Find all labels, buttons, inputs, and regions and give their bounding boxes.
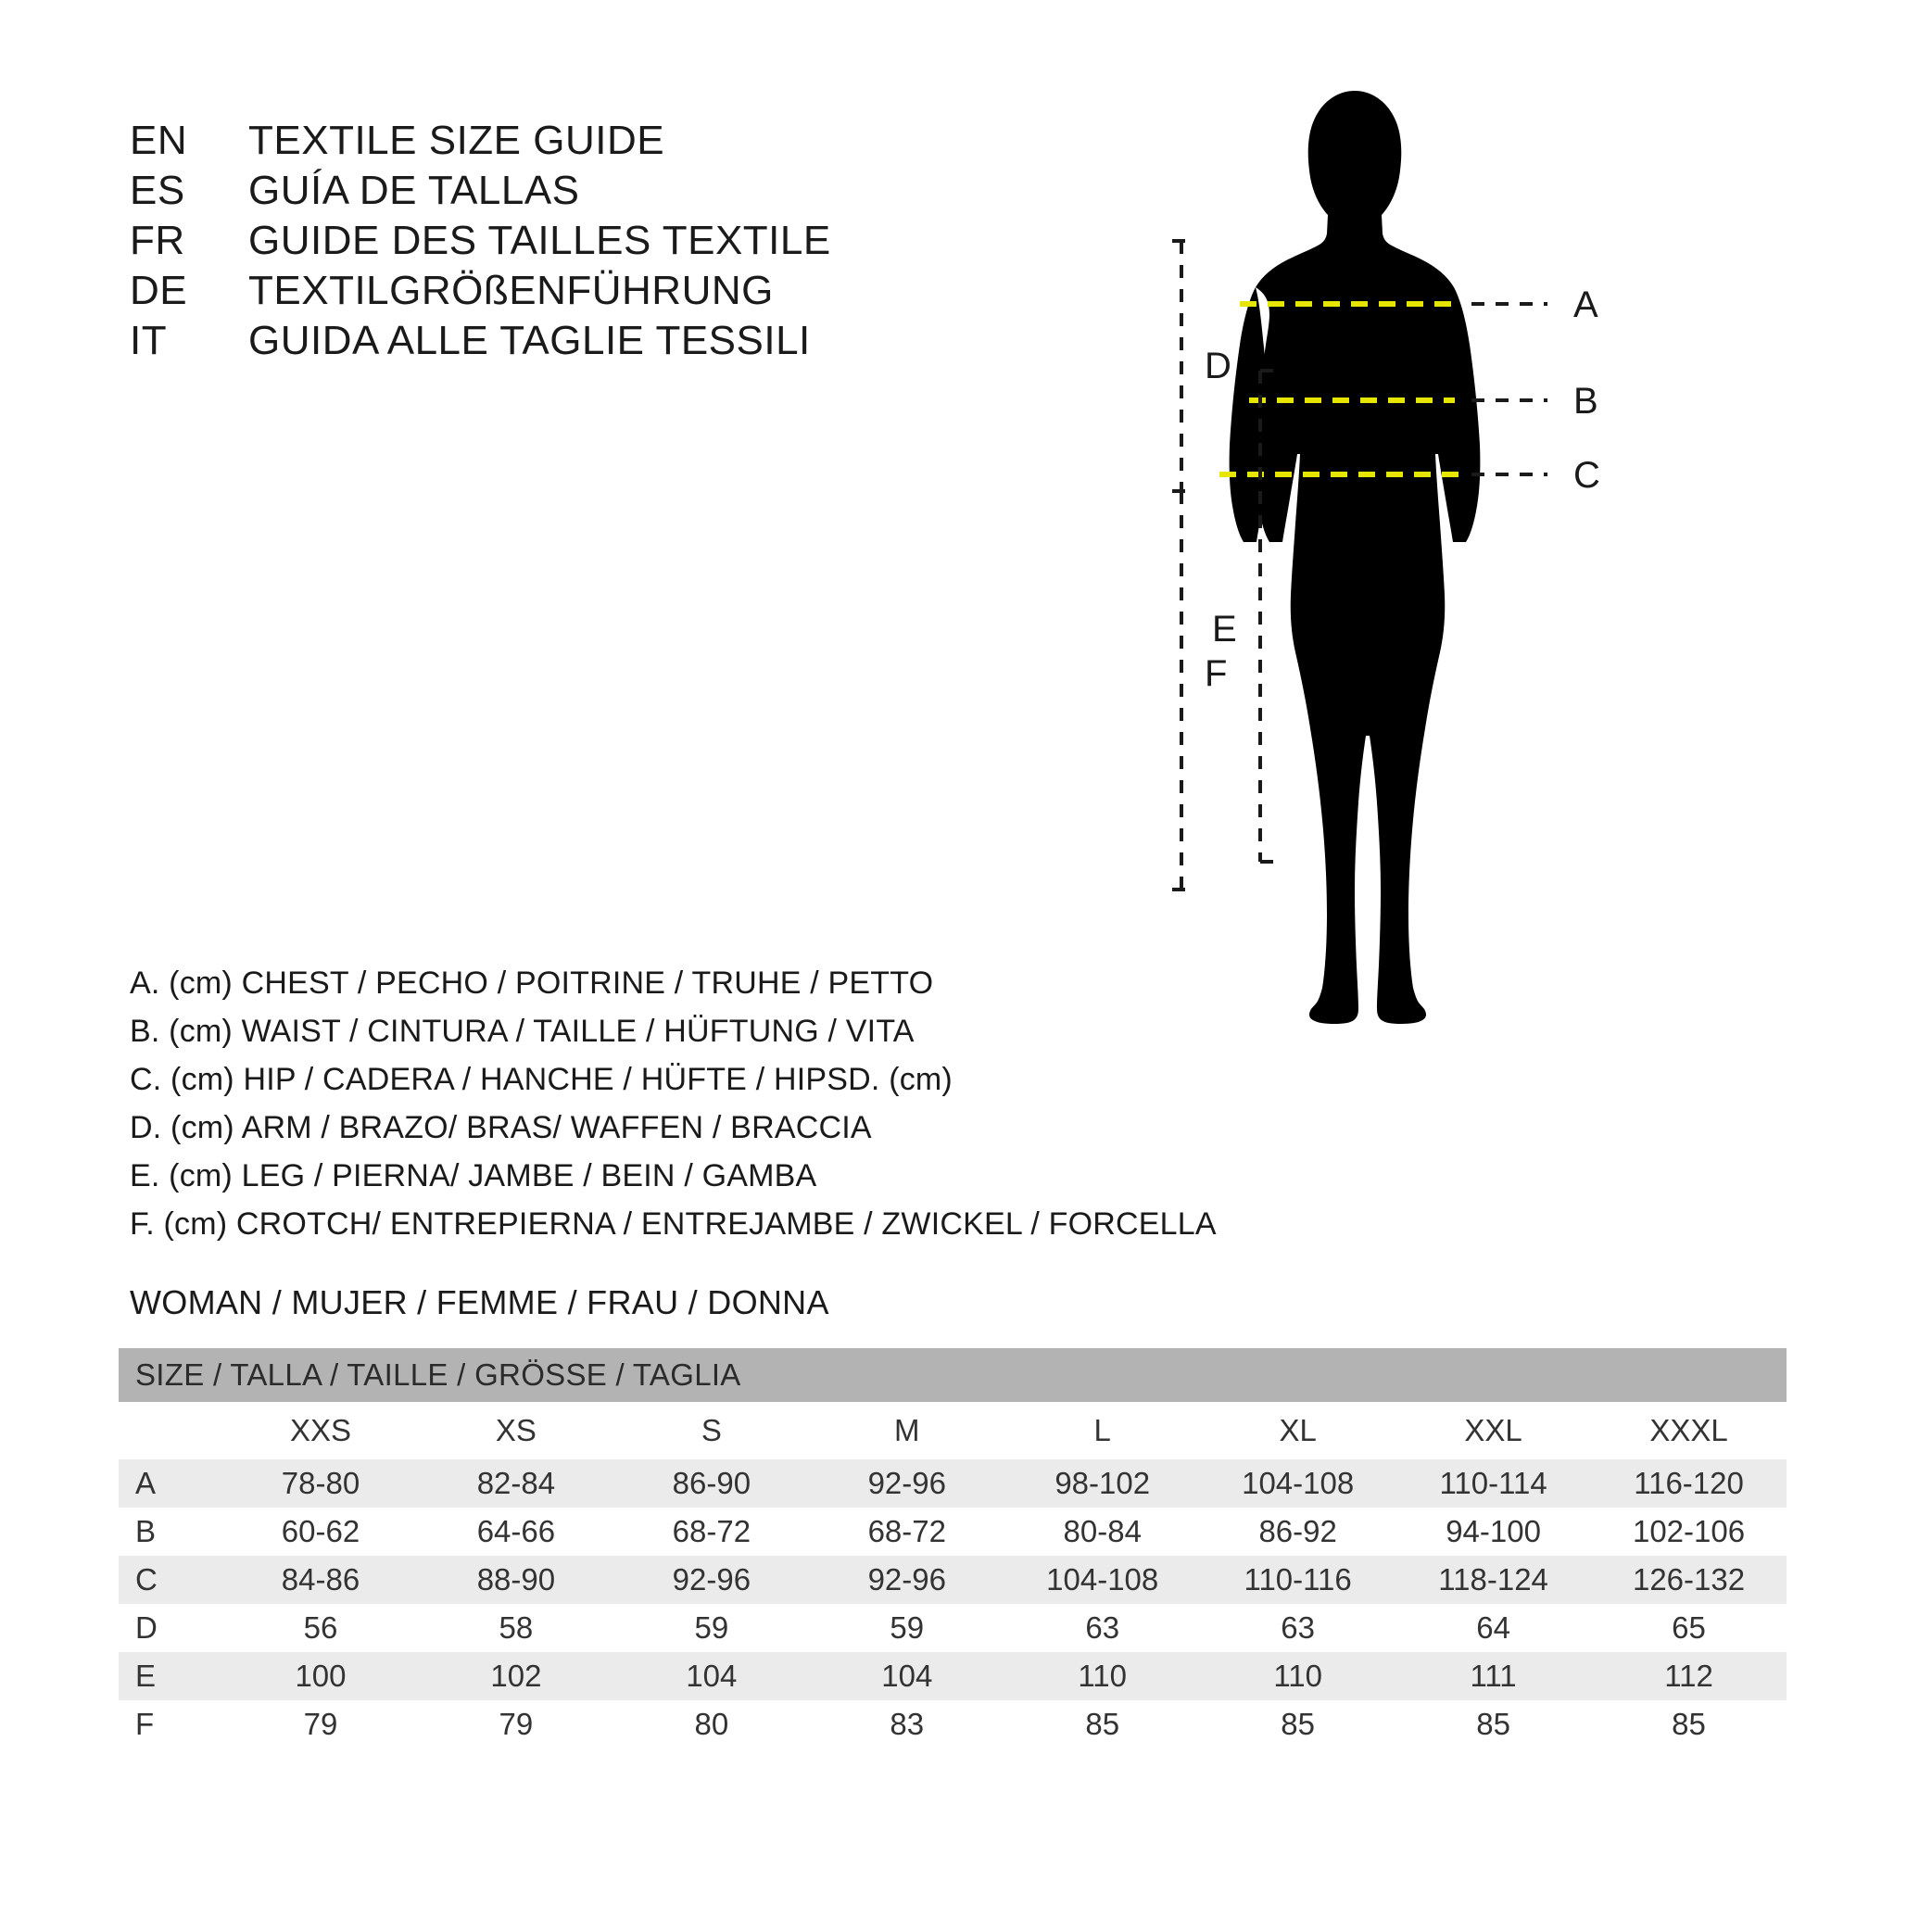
title-lang-fr: FR <box>130 218 185 263</box>
cell-f-xxxl: 85 <box>1591 1700 1787 1748</box>
marker-label-b: B <box>1573 381 1598 422</box>
cell-b-m: 68-72 <box>809 1508 1004 1556</box>
cell-e-xs: 102 <box>418 1652 613 1700</box>
size-header-xl: XL <box>1200 1402 1395 1459</box>
size-header-xxxl: XXXL <box>1591 1402 1787 1459</box>
arm-bracket <box>1172 241 1195 491</box>
cell-b-s: 68-72 <box>613 1508 809 1556</box>
table-row <box>119 1604 1787 1652</box>
title-text-fr: GUIDE DES TAILLES TEXTILE <box>248 218 831 263</box>
measurement-legend <box>130 959 1217 1248</box>
cell-b-xxl: 94-100 <box>1395 1508 1591 1556</box>
size-table <box>119 1348 1787 1748</box>
gender-caption: WOMAN / MUJER / FEMME / FRAU / DONNA <box>130 1283 829 1321</box>
cell-a-xxl: 110-114 <box>1395 1459 1591 1508</box>
title-text-it: GUIDA ALLE TAGLIE TESSILI <box>248 318 811 363</box>
cell-c-s: 92-96 <box>613 1556 809 1604</box>
table-row <box>119 1700 1787 1748</box>
marker-label-e: E <box>1212 609 1237 650</box>
cell-d-xs: 58 <box>418 1604 613 1652</box>
size-header-s: S <box>613 1402 809 1459</box>
title-lang-en: EN <box>130 118 188 163</box>
cell-c-xxl: 118-124 <box>1395 1556 1591 1604</box>
cell-d-s: 59 <box>613 1604 809 1652</box>
cell-c-xxxl: 126-132 <box>1591 1556 1787 1604</box>
row-label-b: B <box>119 1508 223 1556</box>
title-text-es: GUÍA DE TALLAS <box>248 168 580 213</box>
cell-c-xs: 88-90 <box>418 1556 613 1604</box>
title-text-de: TEXTILGRÖßENFÜHRUNG <box>248 268 774 313</box>
size-header-m: M <box>809 1402 1004 1459</box>
cell-e-xl: 110 <box>1200 1652 1395 1700</box>
cell-a-xs: 82-84 <box>418 1459 613 1508</box>
cell-f-xl: 85 <box>1200 1700 1395 1748</box>
table-row <box>119 1652 1787 1700</box>
cell-d-xxs: 56 <box>223 1604 419 1652</box>
marker-label-d: D <box>1205 346 1231 386</box>
cell-a-s: 86-90 <box>613 1459 809 1508</box>
sizes-row-corner <box>119 1402 223 1459</box>
legend-item-f: F. (cm) CROTCH/ ENTREPIERNA / ENTREJAMBE / ZWICKEL / FORCELLA <box>130 1206 1217 1242</box>
cell-a-l: 98-102 <box>1004 1459 1200 1508</box>
woman-silhouette-icon <box>1230 91 1481 1024</box>
cell-d-l: 63 <box>1004 1604 1200 1652</box>
table-row <box>119 1508 1787 1556</box>
title-row <box>130 316 890 366</box>
row-label-e: E <box>119 1652 223 1700</box>
cell-f-xxl: 85 <box>1395 1700 1591 1748</box>
cell-b-xl: 86-92 <box>1200 1508 1395 1556</box>
cell-a-xl: 104-108 <box>1200 1459 1395 1508</box>
cell-e-xxxl: 112 <box>1591 1652 1787 1700</box>
marker-label-a: A <box>1573 284 1598 325</box>
cell-e-s: 104 <box>613 1652 809 1700</box>
cell-f-l: 85 <box>1004 1700 1200 1748</box>
legend-item-a: A. (cm) CHEST / PECHO / POITRINE / TRUHE / PETTO <box>130 966 934 1001</box>
cell-f-xxs: 79 <box>223 1700 419 1748</box>
legend-item-d: D. (cm) ARM / BRAZO/ BRAS/ WAFFEN / BRACCIA <box>130 1110 872 1145</box>
cell-e-xxl: 111 <box>1395 1652 1591 1700</box>
cell-b-l: 80-84 <box>1004 1508 1200 1556</box>
cell-e-m: 104 <box>809 1652 1004 1700</box>
title-row <box>130 166 890 216</box>
marker-label-f: F <box>1205 653 1228 694</box>
cell-b-xxxl: 102-106 <box>1591 1508 1787 1556</box>
title-block <box>130 116 890 366</box>
title-row <box>130 116 890 166</box>
cell-d-xl: 63 <box>1200 1604 1395 1652</box>
cell-a-xxxl: 116-120 <box>1591 1459 1787 1508</box>
cell-b-xxs: 60-62 <box>223 1508 419 1556</box>
cell-d-m: 59 <box>809 1604 1004 1652</box>
title-row <box>130 216 890 266</box>
title-lang-it: IT <box>130 318 168 363</box>
cell-f-xs: 79 <box>418 1700 613 1748</box>
table-header-label: SIZE / TALLA / TAILLE / GRÖSSE / TAGLIA <box>119 1348 1787 1402</box>
cell-d-xxxl: 65 <box>1591 1604 1787 1652</box>
table-row <box>119 1459 1787 1508</box>
measurement-figure <box>1158 56 1863 1195</box>
cell-e-l: 110 <box>1004 1652 1200 1700</box>
size-header-xxs: XXS <box>223 1402 419 1459</box>
row-label-a: A <box>119 1459 223 1508</box>
cell-e-xxs: 100 <box>223 1652 419 1700</box>
table-sizes-row <box>119 1402 1787 1459</box>
table-row <box>119 1556 1787 1604</box>
legend-item-e: E. (cm) LEG / PIERNA/ JAMBE / BEIN / GAMBA <box>130 1158 817 1193</box>
row-label-c: C <box>119 1556 223 1604</box>
legend-item-b: B. (cm) WAIST / CINTURA / TAILLE / HÜFTUNG / VITA <box>130 1014 915 1049</box>
marker-label-c: C <box>1573 455 1600 496</box>
cell-b-xs: 64-66 <box>418 1508 613 1556</box>
cell-a-xxs: 78-80 <box>223 1459 419 1508</box>
size-header-l: L <box>1004 1402 1200 1459</box>
title-lang-es: ES <box>130 168 185 213</box>
cell-c-xl: 110-116 <box>1200 1556 1395 1604</box>
cell-d-xxl: 64 <box>1395 1604 1591 1652</box>
legend-item-c: C. (cm) HIP / CADERA / HANCHE / HÜFTE / HIPSD. (cm) <box>130 1062 953 1097</box>
title-row <box>130 266 890 316</box>
cell-c-xxs: 84-86 <box>223 1556 419 1604</box>
size-header-xs: XS <box>418 1402 613 1459</box>
row-label-d: D <box>119 1604 223 1652</box>
cell-a-m: 92-96 <box>809 1459 1004 1508</box>
cell-f-s: 80 <box>613 1700 809 1748</box>
table-header-row <box>119 1348 1787 1402</box>
cell-c-l: 104-108 <box>1004 1556 1200 1604</box>
size-header-xxl: XXL <box>1395 1402 1591 1459</box>
crotch-bracket <box>1172 491 1195 890</box>
title-lang-de: DE <box>130 268 188 313</box>
cell-f-m: 83 <box>809 1700 1004 1748</box>
cell-c-m: 92-96 <box>809 1556 1004 1604</box>
row-label-f: F <box>119 1700 223 1748</box>
title-text-en: TEXTILE SIZE GUIDE <box>248 118 665 163</box>
